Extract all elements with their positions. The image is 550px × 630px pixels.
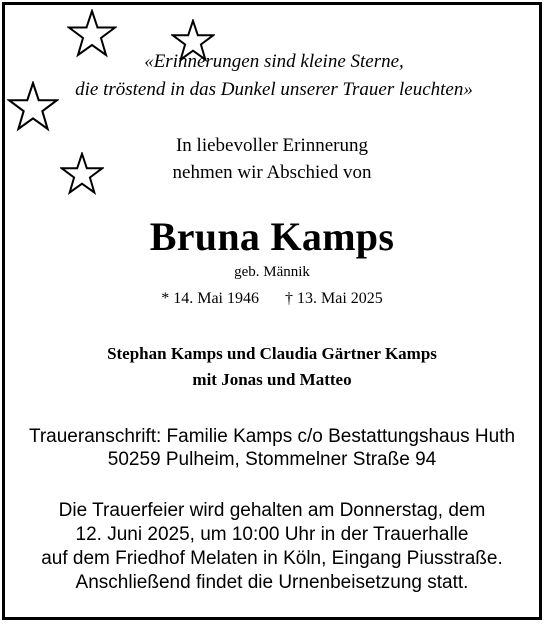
ceremony-line-2: 12. Juni 2025, um 10:00 Uhr in der Trauerhalle	[75, 524, 469, 545]
life-dates	[5, 290, 539, 308]
family-line-2: mit Jonas und Matteo	[192, 370, 352, 389]
obituary-notice	[2, 2, 542, 620]
birth-date: * 14. Mai 1946	[161, 290, 259, 307]
ceremony-line-3: auf dem Friedhof Melaten in Köln, Eingang Piusstraße.	[41, 548, 503, 569]
family-line-1: Stephan Kamps und Claudia Gärtner Kamps	[107, 344, 437, 363]
address-line-2: 50259 Pulheim, Stommelner Straße 94	[107, 449, 437, 470]
deceased-name: Bruna Kamps	[149, 214, 395, 259]
intro-line-1: In liebevoller Erinnerung	[175, 135, 369, 156]
quote-line-1: «Erinnerungen sind kleine Sterne,	[144, 51, 404, 72]
birth-name: geb. Männik	[234, 264, 310, 280]
death-date: † 13. Mai 2025	[285, 290, 383, 307]
quote-line-2: die tröstend in das Dunkel unserer Trauer leuchten»	[75, 79, 473, 100]
address-line-1: Traueranschrift: Familie Kamps c/o Bestattungshaus Huth	[28, 426, 516, 447]
ceremony-line-4: Anschließend findet die Urnenbeisetzung statt.	[75, 572, 469, 593]
ceremony-line-1: Die Trauerfeier wird gehalten am Donnerstag, dem	[58, 500, 486, 521]
intro-line-2: nehmen wir Abschied von	[172, 162, 372, 183]
